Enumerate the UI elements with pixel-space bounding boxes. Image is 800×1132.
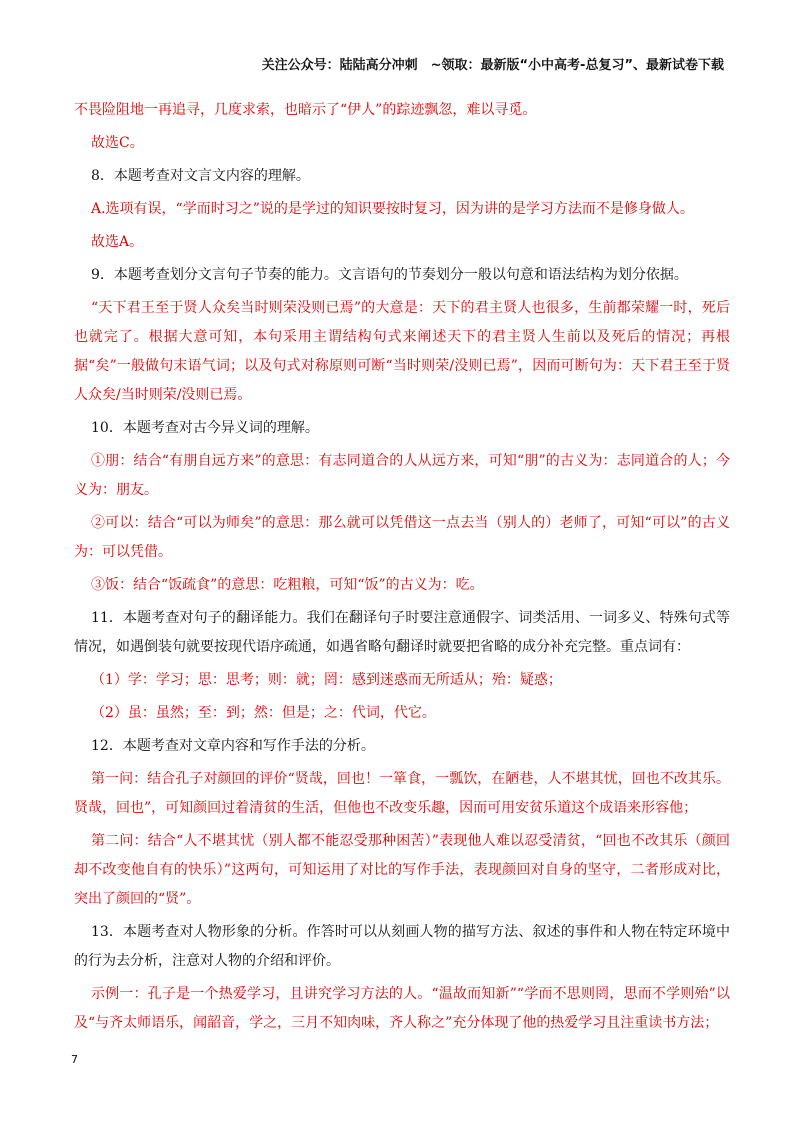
paragraph: ③饭：结合“饭疏食”的意思：吃粗粮，可知“饭”的古义为：吃。	[91, 577, 484, 593]
paragraph: （1）学：学习；思：思考；则：就；罔：感到迷惑而无所适从；殆：疑惑；	[91, 672, 562, 688]
paragraph: 11．本题考查对句子的翻译能力。我们在翻译句子时要注意通假字、词类活用、一词多义、特殊句式等情况，如遇倒装句就要按现代语序疏通，如遇省略句翻译时就要把省略的成分补充完整。重点词有：	[74, 610, 730, 655]
paragraph: 9．本题考查划分文言句子节奏的能力。文言语句的节奏划分一般以句意和语法结构为划分依据。	[91, 267, 688, 283]
paragraph: 13．本题考查对人物形象的分析。作答时可以从刻画人物的描写方法、叙述的事件和人物在特定环境中的行为去分析，注意对人物的介绍和评价。	[74, 924, 730, 969]
paragraph: A.选项有误，“学而时习之”说的是学过的知识要按时复习，因为讲的是学习方法而不是修身做人。	[91, 201, 694, 217]
paragraph: 第一问：结合孔子对颜回的评价“贤哉，回也！一箪食，一瓢饮，在陋巷，人不堪其忧，回也不改其乐。贤哉，回也”，可知颜回过着清贫的生活，但他也不改变乐趣，因而可用安贫乐道这个成语来形容他；	[74, 771, 730, 816]
paragraph: 12．本题考查对文章内容和写作手法的分析。	[91, 738, 375, 754]
paragraph: 示例一：孔子是一个热爱学习，且讲究学习方法的人。“温故而知新”“学而不思则罔，思而不学则殆”以及“与齐太师语乐，闻韶音，学之，三月不知肉味，齐人称之”充分体现了他的热爱学习且注重读书方法；	[74, 986, 730, 1031]
document-body	[74, 96, 730, 1042]
paragraph: 8．本题考查对文言文内容的理解。	[91, 168, 310, 184]
paragraph: 10．本题考查对古今异义词的理解。	[91, 420, 319, 436]
paragraph: ①朋：结合“有朋自远方来”的意思：有志同道合的人从远方来，可知“朋”的古义为：志同道合的人；今义为：朋友。	[74, 453, 730, 498]
paragraph: （2）虽：虽然；至：到；然：但是；之：代词，代它。	[91, 705, 436, 721]
paragraph: 不畏险阻地一再追寻，几度求索，也暗示了“伊人”的踪迹飘忽，难以寻觅。	[74, 102, 537, 118]
paragraph: 故选A。	[91, 234, 144, 250]
paragraph: 故选C。	[91, 135, 144, 151]
page-number: 7	[71, 1053, 78, 1066]
paragraph: 第二问：结合“人不堪其忧（别人都不能忍受那种困苦）”表现他人难以忍受清贫，“回也不改其乐（颜回却不改变他自有的快乐）”这两句，可知运用了对比的写作手法，表现颜回对自身的坚守，二者形成对比，突出了颜回的“贤”。	[74, 833, 730, 907]
paragraph: “天下君王至于贤人众矣当时则荣没则已焉”的大意是：天下的君主贤人也很多，生前都荣耀一时，死后也就完了。根据大意可知，本句采用主谓结构句式来阐述天下的君主贤人生前以及死后的情况；再根据“矣”一般做句末语气词；以及句式对称原则可断“当时则荣/没则已焉”，因而可断句为：天下君王至于贤人众矣/当时则荣/没则已焉。	[74, 300, 730, 403]
page-header: 关注公众号：陆陆高分冲刺 ~领取：最新版“小中高考-总复习”、最新试卷下载	[261, 58, 724, 73]
paragraph: ②可以：结合“可以为师矣”的意思：那么就可以凭借这一点去当（别人的）老师了，可知“可以”的古义为：可以凭借。	[74, 515, 730, 560]
